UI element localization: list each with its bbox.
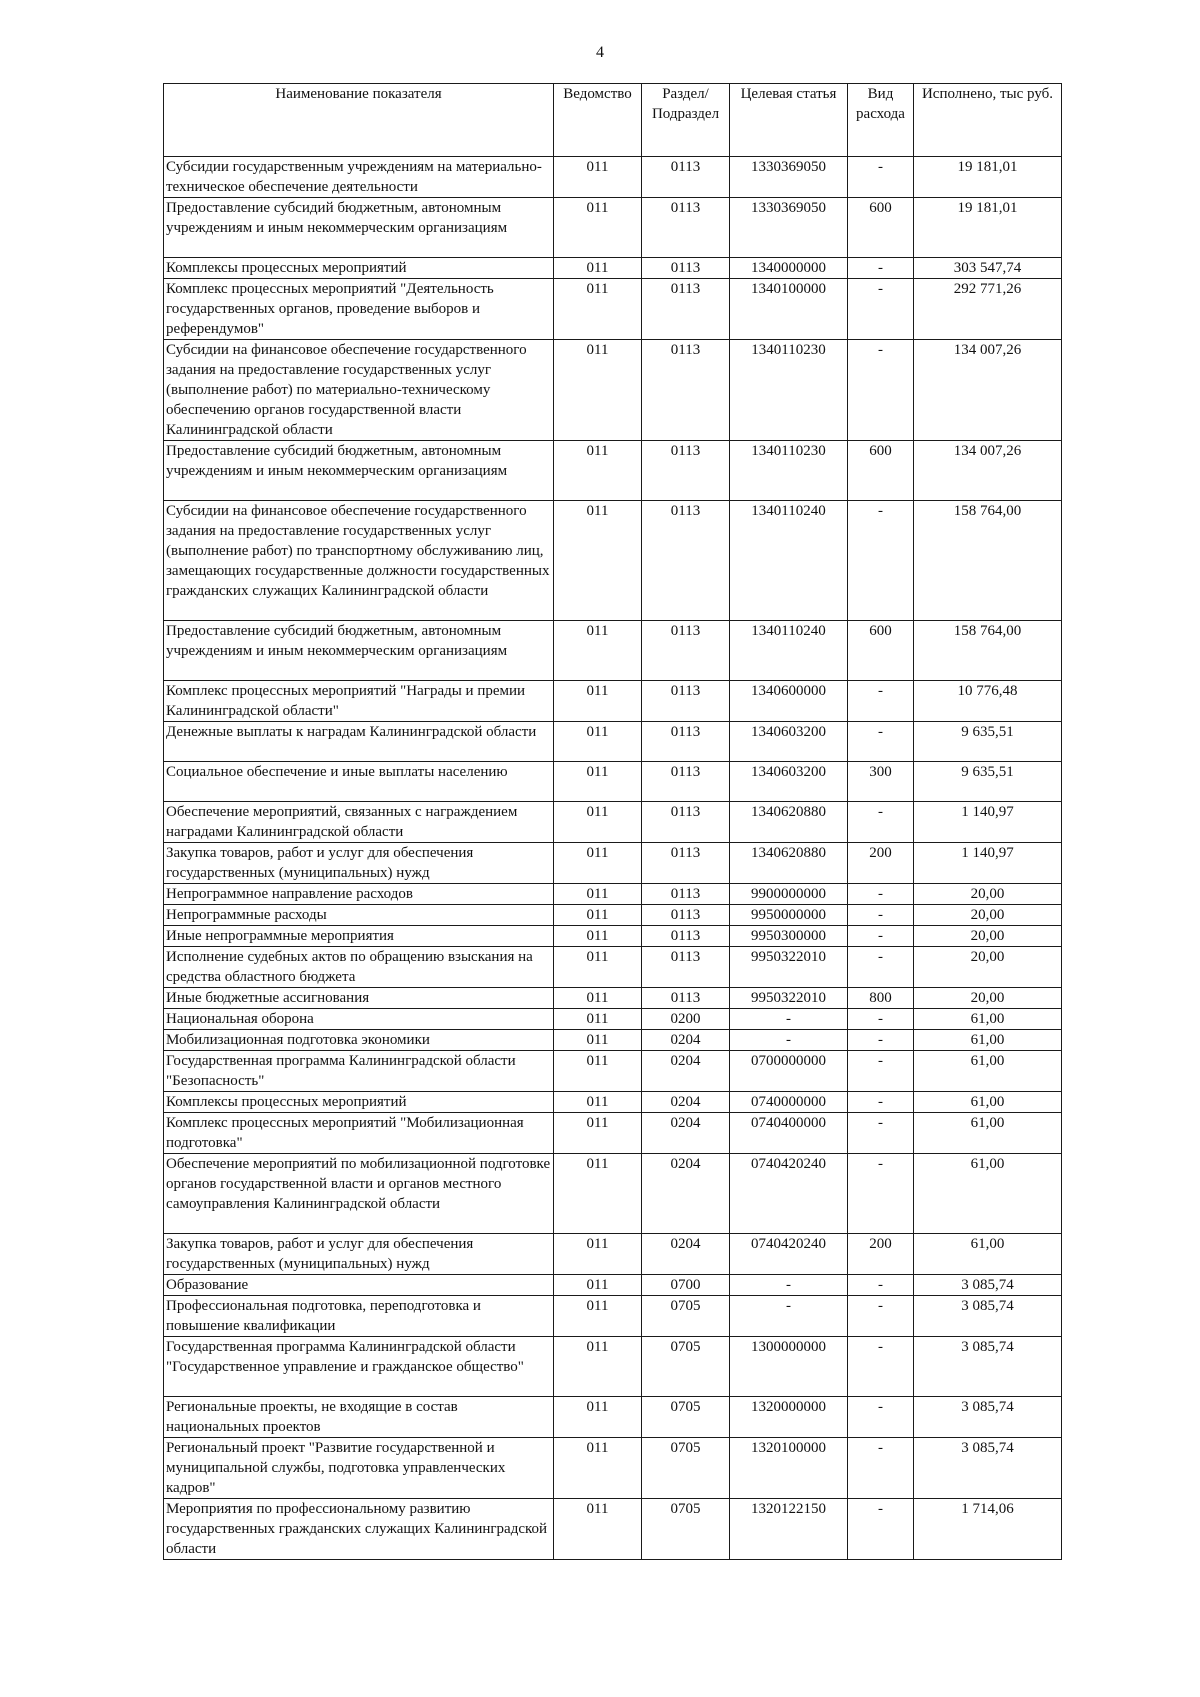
row-name: Субсидии государственным учреждениям на материально-техническое обеспечение деятельности	[164, 157, 554, 198]
row-ispolneno: 61,00	[914, 1113, 1062, 1154]
table-row	[164, 1051, 1062, 1092]
table-row	[164, 1154, 1062, 1234]
row-vid-raskhoda: -	[848, 722, 914, 762]
table-row	[164, 1337, 1062, 1397]
row-vid-raskhoda: -	[848, 340, 914, 441]
row-tselevaya-statya: -	[730, 1296, 848, 1337]
row-tselevaya-statya: 1320000000	[730, 1397, 848, 1438]
row-razdel: 0113	[642, 905, 730, 926]
row-vedomstvo: 011	[554, 340, 642, 441]
row-name: Национальная оборона	[164, 1009, 554, 1030]
row-tselevaya-statya: 1340000000	[730, 258, 848, 279]
row-tselevaya-statya: 1340603200	[730, 722, 848, 762]
row-ispolneno: 158 764,00	[914, 621, 1062, 681]
row-vid-raskhoda: -	[848, 926, 914, 947]
row-razdel: 0113	[642, 441, 730, 501]
row-tselevaya-statya: 9950300000	[730, 926, 848, 947]
row-name: Непрограммное направление расходов	[164, 884, 554, 905]
row-ispolneno: 303 547,74	[914, 258, 1062, 279]
row-name: Мобилизационная подготовка экономики	[164, 1030, 554, 1051]
row-name: Иные бюджетные ассигнования	[164, 988, 554, 1009]
row-tselevaya-statya: 9950322010	[730, 988, 848, 1009]
row-razdel: 0705	[642, 1296, 730, 1337]
row-razdel: 0113	[642, 258, 730, 279]
row-vedomstvo: 011	[554, 843, 642, 884]
table-row	[164, 1234, 1062, 1275]
row-vid-raskhoda: -	[848, 1154, 914, 1234]
row-vedomstvo: 011	[554, 1438, 642, 1499]
row-vid-raskhoda: 600	[848, 441, 914, 501]
row-vid-raskhoda: -	[848, 1499, 914, 1560]
row-tselevaya-statya: 1340110240	[730, 621, 848, 681]
row-name: Комплексы процессных мероприятий	[164, 258, 554, 279]
row-vid-raskhoda: -	[848, 1113, 914, 1154]
row-tselevaya-statya: 1330369050	[730, 198, 848, 258]
row-vedomstvo: 011	[554, 1234, 642, 1275]
table-row	[164, 1030, 1062, 1051]
row-tselevaya-statya: 1320100000	[730, 1438, 848, 1499]
row-tselevaya-statya: 9950000000	[730, 905, 848, 926]
row-name: Государственная программа Калининградской области "Безопасность"	[164, 1051, 554, 1092]
table-row	[164, 884, 1062, 905]
row-vid-raskhoda: -	[848, 1296, 914, 1337]
row-ispolneno: 61,00	[914, 1154, 1062, 1234]
table-header-row	[164, 84, 1062, 157]
table-body	[164, 157, 1062, 1560]
row-razdel: 0113	[642, 884, 730, 905]
row-vid-raskhoda: -	[848, 1092, 914, 1113]
row-ispolneno: 3 085,74	[914, 1397, 1062, 1438]
table-row	[164, 947, 1062, 988]
table-row	[164, 198, 1062, 258]
row-razdel: 0113	[642, 501, 730, 621]
row-vid-raskhoda: 200	[848, 1234, 914, 1275]
row-vid-raskhoda: -	[848, 802, 914, 843]
row-vedomstvo: 011	[554, 1113, 642, 1154]
row-vid-raskhoda: -	[848, 1397, 914, 1438]
row-razdel: 0113	[642, 762, 730, 802]
table-row	[164, 441, 1062, 501]
row-razdel: 0705	[642, 1397, 730, 1438]
row-name: Комплекс процессных мероприятий "Мобилизационная подготовка"	[164, 1113, 554, 1154]
row-vedomstvo: 011	[554, 905, 642, 926]
row-vedomstvo: 011	[554, 198, 642, 258]
row-tselevaya-statya: 9900000000	[730, 884, 848, 905]
row-name: Непрограммные расходы	[164, 905, 554, 926]
row-tselevaya-statya: 1340600000	[730, 681, 848, 722]
row-razdel: 0204	[642, 1234, 730, 1275]
row-vedomstvo: 011	[554, 762, 642, 802]
row-vid-raskhoda: -	[848, 1275, 914, 1296]
row-razdel: 0113	[642, 681, 730, 722]
table-row	[164, 988, 1062, 1009]
row-vedomstvo: 011	[554, 1337, 642, 1397]
row-razdel: 0204	[642, 1113, 730, 1154]
row-ispolneno: 10 776,48	[914, 681, 1062, 722]
table-row	[164, 762, 1062, 802]
row-vid-raskhoda: -	[848, 279, 914, 340]
row-vid-raskhoda: 300	[848, 762, 914, 802]
row-name: Исполнение судебных актов по обращению взыскания на средства областного бюджета	[164, 947, 554, 988]
header-name: Наименование показателя	[164, 84, 554, 157]
table-row	[164, 258, 1062, 279]
row-vid-raskhoda: -	[848, 947, 914, 988]
row-razdel: 0200	[642, 1009, 730, 1030]
table-row	[164, 157, 1062, 198]
row-name: Субсидии на финансовое обеспечение государственного задания на предоставление государственных услуг (выполнение работ) по транспортному обслуживанию лиц, замещающих государственные должности государственных гражданских служащих Калининградской области	[164, 501, 554, 621]
row-razdel: 0113	[642, 198, 730, 258]
row-vid-raskhoda: -	[848, 1337, 914, 1397]
row-tselevaya-statya: 1340603200	[730, 762, 848, 802]
row-vedomstvo: 011	[554, 988, 642, 1009]
row-tselevaya-statya: -	[730, 1030, 848, 1051]
table-row	[164, 843, 1062, 884]
row-vedomstvo: 011	[554, 621, 642, 681]
row-ispolneno: 61,00	[914, 1051, 1062, 1092]
row-vid-raskhoda: 800	[848, 988, 914, 1009]
row-tselevaya-statya: 1300000000	[730, 1337, 848, 1397]
table-row	[164, 722, 1062, 762]
row-vedomstvo: 011	[554, 722, 642, 762]
row-tselevaya-statya: 1340110230	[730, 340, 848, 441]
row-ispolneno: 3 085,74	[914, 1438, 1062, 1499]
row-tselevaya-statya: 1340620880	[730, 802, 848, 843]
row-name: Комплекс процессных мероприятий "Награды и премии Калининградской области"	[164, 681, 554, 722]
row-razdel: 0113	[642, 157, 730, 198]
table-row	[164, 340, 1062, 441]
row-ispolneno: 61,00	[914, 1092, 1062, 1113]
row-ispolneno: 61,00	[914, 1009, 1062, 1030]
row-tselevaya-statya: 0740420240	[730, 1154, 848, 1234]
header-vedomstvo: Ведомство	[554, 84, 642, 157]
row-vid-raskhoda: 600	[848, 621, 914, 681]
row-name: Региональные проекты, не входящие в состав национальных проектов	[164, 1397, 554, 1438]
row-vid-raskhoda: -	[848, 1030, 914, 1051]
row-ispolneno: 1 140,97	[914, 802, 1062, 843]
row-ispolneno: 20,00	[914, 926, 1062, 947]
row-ispolneno: 61,00	[914, 1030, 1062, 1051]
row-ispolneno: 134 007,26	[914, 441, 1062, 501]
row-vedomstvo: 011	[554, 926, 642, 947]
header-vid-raskhoda: Вид расхода	[848, 84, 914, 157]
table-row	[164, 1499, 1062, 1560]
row-vedomstvo: 011	[554, 1275, 642, 1296]
row-vid-raskhoda: -	[848, 905, 914, 926]
row-razdel: 0705	[642, 1337, 730, 1397]
row-vedomstvo: 011	[554, 1030, 642, 1051]
row-ispolneno: 20,00	[914, 905, 1062, 926]
row-tselevaya-statya: 0740400000	[730, 1113, 848, 1154]
row-vedomstvo: 011	[554, 681, 642, 722]
row-vid-raskhoda: -	[848, 258, 914, 279]
row-razdel: 0113	[642, 802, 730, 843]
row-vedomstvo: 011	[554, 258, 642, 279]
row-vedomstvo: 011	[554, 802, 642, 843]
row-tselevaya-statya: -	[730, 1275, 848, 1296]
row-ispolneno: 134 007,26	[914, 340, 1062, 441]
table-row	[164, 1296, 1062, 1337]
row-razdel: 0204	[642, 1092, 730, 1113]
table-row	[164, 1113, 1062, 1154]
row-tselevaya-statya: 1320122150	[730, 1499, 848, 1560]
row-name: Предоставление субсидий бюджетным, автономным учреждениям и иным некоммерческим организациям	[164, 441, 554, 501]
table-row	[164, 905, 1062, 926]
row-razdel: 0700	[642, 1275, 730, 1296]
row-name: Образование	[164, 1275, 554, 1296]
row-name: Государственная программа Калининградской области "Государственное управление и гражданское общество"	[164, 1337, 554, 1397]
row-razdel: 0705	[642, 1438, 730, 1499]
table-row	[164, 1397, 1062, 1438]
row-vid-raskhoda: -	[848, 157, 914, 198]
row-vedomstvo: 011	[554, 947, 642, 988]
row-tselevaya-statya: 0740000000	[730, 1092, 848, 1113]
row-ispolneno: 292 771,26	[914, 279, 1062, 340]
row-vid-raskhoda: -	[848, 884, 914, 905]
row-ispolneno: 3 085,74	[914, 1275, 1062, 1296]
row-vid-raskhoda: 200	[848, 843, 914, 884]
row-ispolneno: 1 714,06	[914, 1499, 1062, 1560]
row-vid-raskhoda: -	[848, 1438, 914, 1499]
row-name: Субсидии на финансовое обеспечение государственного задания на предоставление государственных услуг (выполнение работ) по материально-техническому обеспечению органов государственной власти Калининградской области	[164, 340, 554, 441]
header-tselevaya-statya: Целевая статья	[730, 84, 848, 157]
row-name: Обеспечение мероприятий по мобилизационной подготовке органов государственной власти и органов местного самоуправления Калининградской области	[164, 1154, 554, 1234]
row-name: Обеспечение мероприятий, связанных с награждением наградами Калининградской области	[164, 802, 554, 843]
table-row	[164, 802, 1062, 843]
row-tselevaya-statya: -	[730, 1009, 848, 1030]
row-ispolneno: 20,00	[914, 947, 1062, 988]
row-razdel: 0204	[642, 1030, 730, 1051]
row-razdel: 0113	[642, 722, 730, 762]
row-name: Социальное обеспечение и иные выплаты населению	[164, 762, 554, 802]
row-vedomstvo: 011	[554, 1499, 642, 1560]
row-vedomstvo: 011	[554, 1051, 642, 1092]
row-razdel: 0705	[642, 1499, 730, 1560]
row-razdel: 0113	[642, 988, 730, 1009]
row-vedomstvo: 011	[554, 1092, 642, 1113]
row-ispolneno: 20,00	[914, 884, 1062, 905]
row-name: Комплекс процессных мероприятий "Деятельность государственных органов, проведение выборов и референдумов"	[164, 279, 554, 340]
row-ispolneno: 20,00	[914, 988, 1062, 1009]
row-name: Региональный проект "Развитие государственной и муниципальной службы, подготовка управленческих кадров"	[164, 1438, 554, 1499]
row-name: Закупка товаров, работ и услуг для обеспечения государственных (муниципальных) нужд	[164, 843, 554, 884]
row-ispolneno: 19 181,01	[914, 198, 1062, 258]
row-name: Комплексы процессных мероприятий	[164, 1092, 554, 1113]
table-row	[164, 681, 1062, 722]
row-ispolneno: 9 635,51	[914, 762, 1062, 802]
row-name: Предоставление субсидий бюджетным, автономным учреждениям и иным некоммерческим организациям	[164, 621, 554, 681]
row-vedomstvo: 011	[554, 1009, 642, 1030]
row-vedomstvo: 011	[554, 501, 642, 621]
table-row	[164, 1275, 1062, 1296]
row-razdel: 0113	[642, 279, 730, 340]
row-vedomstvo: 011	[554, 1154, 642, 1234]
table-row	[164, 279, 1062, 340]
header-razdel: Раздел/ Подраздел	[642, 84, 730, 157]
row-razdel: 0113	[642, 340, 730, 441]
row-vedomstvo: 011	[554, 157, 642, 198]
row-ispolneno: 3 085,74	[914, 1337, 1062, 1397]
header-ispolneno: Исполнено, тыс руб.	[914, 84, 1062, 157]
table-row	[164, 621, 1062, 681]
table-row	[164, 1009, 1062, 1030]
row-ispolneno: 9 635,51	[914, 722, 1062, 762]
row-name: Денежные выплаты к наградам Калининградской области	[164, 722, 554, 762]
row-ispolneno: 1 140,97	[914, 843, 1062, 884]
row-tselevaya-statya: 0700000000	[730, 1051, 848, 1092]
row-name: Мероприятия по профессиональному развитию государственных гражданских служащих Калининградской области	[164, 1499, 554, 1560]
row-razdel: 0113	[642, 926, 730, 947]
row-vid-raskhoda: -	[848, 1009, 914, 1030]
row-tselevaya-statya: 1340620880	[730, 843, 848, 884]
row-vid-raskhoda: 600	[848, 198, 914, 258]
row-tselevaya-statya: 1340100000	[730, 279, 848, 340]
table-row	[164, 926, 1062, 947]
row-ispolneno: 3 085,74	[914, 1296, 1062, 1337]
row-vedomstvo: 011	[554, 279, 642, 340]
row-razdel: 0204	[642, 1051, 730, 1092]
row-razdel: 0113	[642, 947, 730, 988]
table-row	[164, 1438, 1062, 1499]
row-vedomstvo: 011	[554, 884, 642, 905]
row-vedomstvo: 011	[554, 1296, 642, 1337]
row-tselevaya-statya: 1340110240	[730, 501, 848, 621]
row-razdel: 0113	[642, 843, 730, 884]
row-vedomstvo: 011	[554, 1397, 642, 1438]
row-vedomstvo: 011	[554, 441, 642, 501]
row-tselevaya-statya: 1330369050	[730, 157, 848, 198]
row-tselevaya-statya: 9950322010	[730, 947, 848, 988]
row-tselevaya-statya: 0740420240	[730, 1234, 848, 1275]
row-name: Иные непрограммные мероприятия	[164, 926, 554, 947]
row-razdel: 0204	[642, 1154, 730, 1234]
row-tselevaya-statya: 1340110230	[730, 441, 848, 501]
page-number: 4	[596, 44, 604, 61]
table-row	[164, 501, 1062, 621]
row-name: Предоставление субсидий бюджетным, автономным учреждениям и иным некоммерческим организациям	[164, 198, 554, 258]
row-vid-raskhoda: -	[848, 501, 914, 621]
budget-table	[163, 83, 1062, 1560]
table-row	[164, 1092, 1062, 1113]
row-name: Закупка товаров, работ и услуг для обеспечения государственных (муниципальных) нужд	[164, 1234, 554, 1275]
row-vid-raskhoda: -	[848, 1051, 914, 1092]
row-ispolneno: 19 181,01	[914, 157, 1062, 198]
row-ispolneno: 61,00	[914, 1234, 1062, 1275]
row-ispolneno: 158 764,00	[914, 501, 1062, 621]
row-name: Профессиональная подготовка, переподготовка и повышение квалификации	[164, 1296, 554, 1337]
row-vid-raskhoda: -	[848, 681, 914, 722]
row-razdel: 0113	[642, 621, 730, 681]
